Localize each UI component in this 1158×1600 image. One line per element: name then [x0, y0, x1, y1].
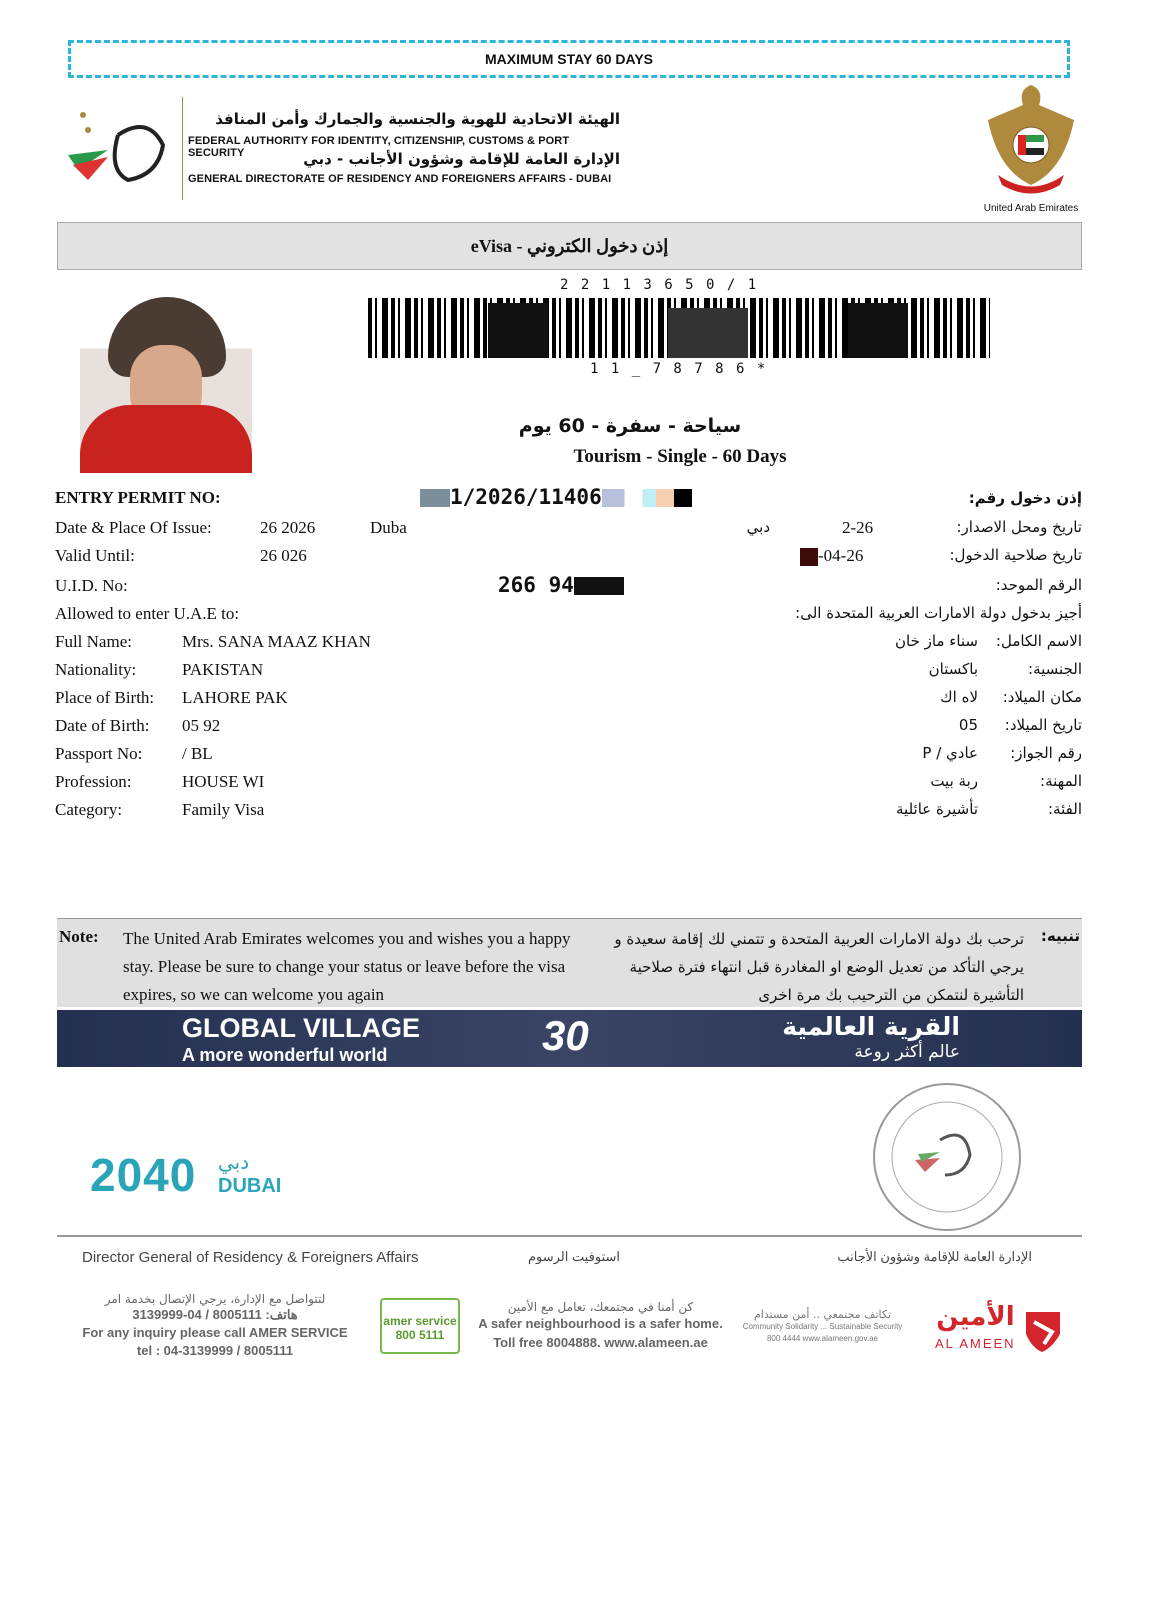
issue-date: 26 2026 — [260, 518, 316, 537]
uid-label: U.I.D. No: — [55, 576, 128, 595]
community-solidarity: تكاتف مجتمعي .. أمن مستدام Community Solidarity ... Sustainable Security 800 4444 www.alameen.gov.ae — [742, 1308, 903, 1343]
field-value: / BL — [182, 744, 213, 763]
note-label-ar: تنبيه: — [1040, 927, 1080, 945]
director-general-ar: الإدارة العامة للإقامة وشؤون الأجانب — [837, 1249, 1032, 1264]
field-value: LAHORE PAK — [182, 688, 288, 707]
banner-title: GLOBAL VILLAGE — [182, 1013, 421, 1043]
valid-until-label: Valid Until: — [55, 546, 135, 565]
field-label: Full Name: — [55, 632, 132, 651]
issue-label: Date & Place Of Issue: — [55, 518, 212, 537]
country-label: United Arab Emirates — [983, 203, 1079, 214]
footer-divider — [57, 1235, 1082, 1237]
field-value-ar: باكستان — [928, 660, 978, 678]
field-label-ar: تاريخ الميلاد: — [1004, 716, 1082, 734]
uid-value: 266 94 — [498, 573, 624, 597]
dubai-logo-en: DUBAI — [218, 1175, 282, 1197]
field-label: Place of Birth: — [55, 688, 155, 707]
authority-name-en: FEDERAL AUTHORITY FOR IDENTITY, CITIZENSHIP, CUSTOMS & PORT SECURITY — [188, 135, 570, 159]
field-value-ar: لاه اك — [940, 688, 978, 706]
field-label-ar: مكان الميلاد: — [1002, 688, 1082, 706]
field-value-ar: سناء ماز خان — [895, 632, 978, 650]
entry-permit-label: ENTRY PERMIT NO: — [55, 488, 221, 507]
dubai-2040-logo: 2040 — [90, 1149, 197, 1201]
allowed-label-ar: أجيز بدخول دولة الامارات العربية المتحدة الى: — [795, 604, 1082, 622]
banner-subtitle: A more wonderful world — [182, 1045, 388, 1065]
field-value-ar: عادي / P — [922, 744, 978, 762]
global-village-banner — [57, 1010, 1082, 1067]
field-label: Profession: — [55, 772, 132, 791]
banner-subtitle-ar: عالم أكثر روعة — [854, 1042, 960, 1062]
field-value: Family Visa — [182, 800, 265, 819]
field-label-ar: الجنسية: — [1028, 660, 1082, 678]
field-value: PAKISTAN — [182, 660, 264, 679]
directorate-name-ar: الإدارة العامة للإقامة وشؤون الأجانب - دبي — [303, 150, 620, 168]
header-divider — [182, 97, 183, 200]
visa-type-ar: سياحة - سفرة - 60 يوم — [518, 415, 742, 437]
uae-emblem — [978, 80, 1084, 200]
field-value: HOUSE WI — [182, 772, 265, 791]
field-label: Passport No: — [55, 744, 143, 763]
field-label: Date of Birth: — [55, 716, 150, 735]
field-label-ar: رقم الجواز: — [1010, 744, 1082, 762]
issue-place: Duba — [370, 518, 407, 537]
official-seal — [870, 1080, 1025, 1235]
field-value-ar: تأشيرة عائلية — [896, 800, 978, 818]
entry-permit-label-ar: إذن دخول رقم: — [968, 489, 1082, 507]
barcode — [368, 298, 990, 358]
field-value-ar: ربة بيت — [930, 772, 978, 790]
field-label-ar: الاسم الكامل: — [995, 632, 1082, 650]
field-value: 05 92 — [182, 716, 221, 735]
field-label-ar: الفئة: — [1048, 800, 1082, 818]
field-label: Category: — [55, 800, 123, 819]
banner-title-ar: القرية العالمية — [782, 1012, 960, 1041]
barcode-top-digits: 2 2 1 1 3 6 5 0 / 1 — [560, 277, 759, 293]
federal-authority-falcon-logo — [58, 95, 178, 195]
evisa-title-bar: eVisa - إذن دخول الكتروني — [57, 222, 1082, 270]
note-text-ar: ترحب بك دولة الامارات العربية المتحدة و تتمني لك إقامة سعيدة و يرجي التأكد من تعديل الوضع او المغادرة قبل انتهاء فترة صلاحية التأشيرة لنتمكن من الترحيب بك مرة اخرى — [614, 930, 1024, 1004]
uid-label-ar: الرقم الموحد: — [995, 576, 1082, 594]
alameen-shield-icon — [1022, 1308, 1064, 1354]
alameen-logo: الأمين — [936, 1302, 1015, 1332]
dubai-logo-ar: دبي — [218, 1150, 250, 1174]
visa-type-en: Tourism - Single - 60 Days — [573, 446, 787, 467]
field-value: Mrs. SANA MAAZ KHAN — [182, 632, 371, 651]
max-stay-notice: MAXIMUM STAY 60 DAYS — [68, 40, 1070, 78]
authority-name-ar: الهيئة الاتحادية للهوية والجنسية والجمارك وأمن المنافذ — [215, 110, 620, 128]
barcode-bottom-digits: 1 1 _ 7 8 7 8 6 * — [590, 361, 768, 377]
amer-contact: لتتواصل مع الإدارة، يرجي الإتصال بخدمة امر هاتف: 8005111 / 04-3139999 For any inquiry please call AMER SERVICE tel : 04-3139999 / 8005111 — [82, 1292, 348, 1358]
alameen-logo-en: AL AMEEN — [935, 1336, 1016, 1351]
field-label: Nationality: — [55, 660, 137, 679]
valid-until-value: 26 026 — [260, 546, 307, 565]
issue-label-ar: تاريخ ومحل الاصدار: — [956, 518, 1082, 536]
fees-paid-ar: استوفيت الرسوم — [527, 1249, 620, 1264]
issue-date-ar: 2-26 — [842, 518, 874, 537]
allowed-label: Allowed to enter U.A.E to: — [55, 604, 240, 623]
valid-until-value-ar: -04-26 — [800, 546, 863, 566]
director-general-en: Director General of Residency & Foreigners Affairs — [82, 1249, 419, 1266]
valid-until-label-ar: تاريخ صلاحية الدخول: — [949, 546, 1082, 564]
note-label: Note: — [59, 927, 99, 946]
alameen-message: كن أمنا في مجتمعك، تعامل مع الأمين A safer neighbourhood is a safer home. Toll free 8004888. www.alameen.ae — [478, 1300, 723, 1350]
field-value-ar: 05 — [958, 716, 978, 734]
applicant-photo — [80, 295, 252, 473]
field-label-ar: المهنة: — [1040, 772, 1082, 790]
note-text: The United Arab Emirates welcomes you and wishes you a happy stay. Please be sure to change your status or leave before the visa expires, so we can welcome you again — [123, 929, 571, 1004]
issue-place-ar: دبي — [746, 518, 770, 536]
banner-30-logo: 30 — [542, 1012, 589, 1059]
amer-service-badge: amer service 800 5111 — [380, 1298, 460, 1354]
directorate-name-en: GENERAL DIRECTORATE OF RESIDENCY AND FOREIGNERS AFFAIRS - DUBAI — [188, 173, 612, 185]
note-box — [57, 918, 1082, 1007]
entry-permit-value: 1/2026/11406 — [420, 485, 692, 509]
